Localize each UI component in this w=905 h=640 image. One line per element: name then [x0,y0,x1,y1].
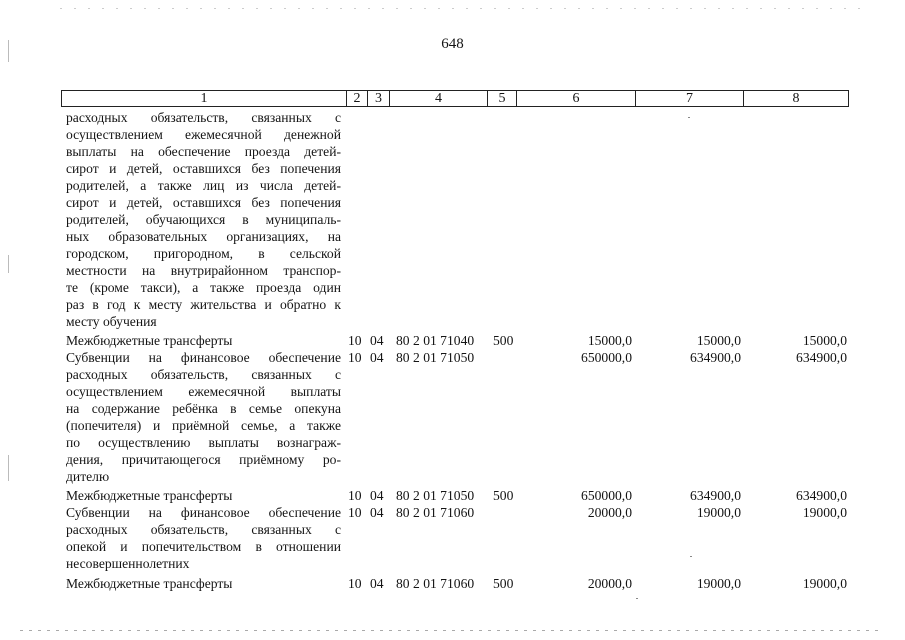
cell-amount-col8: 634900,0 [796,350,847,365]
cell-target-article: 80 2 01 71040 [396,333,475,348]
description-line: дения, причитающегося приёмному ро- [66,452,341,467]
cell-razdel: 10 [348,505,362,520]
cell-razdel: 10 [348,350,362,365]
cell-podrazdel: 04 [370,505,384,520]
description-line: (попечителя) и приёмной семье, а также [66,418,341,433]
scan-speck [636,598,638,599]
cell-podrazdel: 04 [370,488,384,503]
cell-razdel: 10 [348,488,362,503]
cell-target-article: 80 2 01 71060 [396,576,475,591]
description-line: ных образовательных организациях, на [66,229,341,244]
description-line: расходных обязательств, связанных с [66,367,341,382]
description-line: по осуществлению выплаты вознаграж- [66,435,341,450]
header-col-2: 2 [347,91,368,106]
cell-amount-col8: 19000,0 [802,576,847,591]
cell-razdel: 10 [348,576,362,591]
description-line: Субвенции на финансовое обеспечение [66,505,341,520]
row-name: Межбюджетные трансферты [66,488,233,503]
description-line: осуществлением ежемесячной выплаты [66,384,341,399]
cell-expense-type: 500 [493,488,514,503]
description-line: родителей, а также лиц из числа детей- [66,178,341,193]
scan-speck [688,117,690,118]
cell-amount-col8: 634900,0 [796,488,847,503]
description-line: городском, пригородном, в сельской [66,246,341,261]
description-line: Субвенции на финансовое обеспечение [66,350,341,365]
cell-podrazdel: 04 [370,576,384,591]
description-line: сирот и детей, оставшихся без попечения [66,195,341,210]
cell-expense-type: 500 [493,333,514,348]
description-line: месту обучения [66,314,157,329]
header-col-7: 7 [636,91,744,106]
description-line: опекой и попечительством в отношении [66,539,341,554]
cell-amount-col7: 19000,0 [696,505,741,520]
description-line: дителю [66,469,110,484]
header-col-8: 8 [792,91,800,106]
description-line: несовершеннолетних [66,556,190,571]
cell-razdel: 10 [348,333,362,348]
cell-amount-col6: 15000,0 [587,333,632,348]
description-line: расходных обязательств, связанных с [66,110,341,125]
cell-amount-col7: 634900,0 [690,350,741,365]
header-col-6: 6 [517,91,636,106]
header-col-5: 5 [488,91,517,106]
cell-target-article: 80 2 01 71060 [396,505,475,520]
cell-expense-type: 500 [493,576,514,591]
cell-amount-col6: 20000,0 [587,505,632,520]
cell-amount-col6: 20000,0 [587,576,632,591]
description-line: расходных обязательств, связанных с [66,522,341,537]
cell-target-article: 80 2 01 71050 [396,488,475,503]
header-col-4: 4 [390,91,488,106]
page-number: 648 [441,36,464,52]
row-name: Межбюджетные трансферты [66,333,233,348]
cell-amount-col7: 19000,0 [696,576,741,591]
description-line: осуществлением ежемесячной денежной [66,127,341,142]
cell-amount-col7: 634900,0 [690,488,741,503]
description-line: те (кроме такси), а также проезда один [66,280,341,295]
cell-podrazdel: 04 [370,350,384,365]
description-line: раз в год к месту жительства и обратно к [66,297,341,312]
cell-podrazdel: 04 [370,333,384,348]
header-col-3: 3 [368,91,390,106]
cell-target-article: 80 2 01 71050 [396,350,475,365]
cell-amount-col6: 650000,0 [581,350,632,365]
header-col-1: 1 [62,91,347,106]
description-line: родителей, обучающихся в муниципаль- [66,212,341,227]
row-name: Межбюджетные трансферты [66,576,233,591]
cell-amount-col8: 15000,0 [802,333,847,348]
description-line: сирот и детей, оставшихся без попечения [66,161,341,176]
cell-amount-col6: 650000,0 [581,488,632,503]
description-line: выплаты на обеспечение проезда детей- [66,144,341,159]
scan-speck [690,556,692,557]
cell-amount-col7: 15000,0 [696,333,741,348]
scan-noise-bottom [20,630,880,631]
cell-amount-col8: 19000,0 [802,505,847,520]
description-line: местности на внутрирайонном транспор- [66,263,341,278]
description-line: на содержание ребёнка в семье опекуна [66,401,341,416]
